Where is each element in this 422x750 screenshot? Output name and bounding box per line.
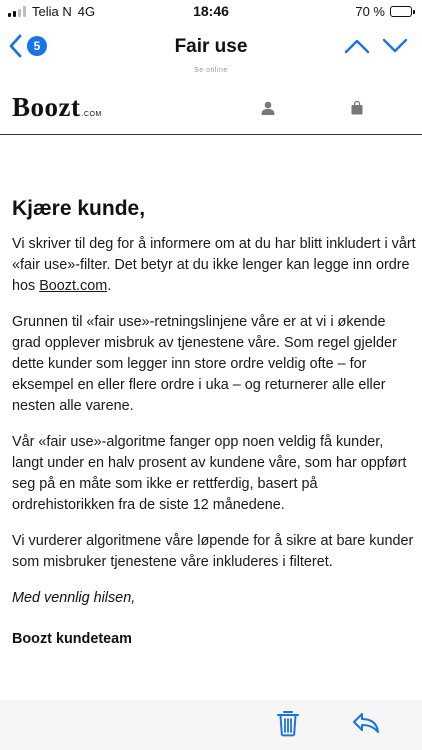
clock: 18:46 (193, 3, 229, 19)
logo-text: Boozt (12, 92, 81, 122)
battery-info (355, 4, 412, 19)
battery-percent: 70 % (355, 4, 385, 19)
network-type: 4G (77, 4, 96, 19)
next-message-chevron-down-icon[interactable] (382, 36, 408, 56)
shopping-bag-icon[interactable] (351, 101, 363, 115)
reply-icon[interactable] (351, 711, 381, 735)
signature: Boozt kundeteam (12, 631, 132, 647)
paragraph-4: Vi vurderer algoritmene våre løpende for å sikre at bare kunder som misbruker tjenestene våre inkluderes i filteret. (12, 533, 414, 570)
battery-icon (390, 6, 412, 17)
paragraph-1-text: Vi skriver til deg for å informere om at du har blitt inkludert i vårt «fair use»-filter. Det betyr at du ikke lenger kan legge inn ordre hos (12, 236, 416, 294)
logo-suffix: .COM (81, 111, 102, 118)
status-bar (0, 0, 422, 24)
boozt-logo[interactable] (12, 92, 102, 123)
paragraph-1 (12, 234, 417, 297)
paragraph-1-end: . (107, 278, 112, 294)
unread-count-badge: 5 (27, 36, 47, 56)
greeting-heading: Kjære kunde, (12, 197, 146, 220)
email-brand-header (0, 76, 422, 135)
paragraph-3: Vår «fair use»-algoritme fanger opp noen veldig få kunder, langt under en halv prosent av kundene våre, som har oppført seg på en måte som ikke er rettferdig, basert på ordrehistorikken fra de siste 12 månedene. (12, 434, 407, 513)
user-icon[interactable] (261, 101, 275, 115)
boozt-link[interactable]: Boozt.com (39, 278, 108, 294)
previous-message-chevron-up-icon[interactable] (344, 36, 370, 56)
mail-nav-bar (0, 26, 422, 70)
view-online-link[interactable]: Se online (194, 67, 228, 74)
trash-icon[interactable] (276, 709, 300, 737)
paragraph-2: Grunnen til «fair use»-retningslinjene våre er at vi i økende grad opplever misbruk av tjenestene våre. Som regel gjelder dette kunder som legger inn store ordre veldig ofte – for eksempel en eller flere ordre i uka – og returnerer alle eller nesten alle varene. (12, 314, 397, 414)
carrier-name: Telia N (32, 4, 72, 19)
message-subject: Fair use (174, 36, 248, 57)
email-body (12, 196, 417, 650)
signoff: Med vennlig hilsen, (12, 590, 136, 606)
bottom-toolbar (0, 700, 422, 750)
